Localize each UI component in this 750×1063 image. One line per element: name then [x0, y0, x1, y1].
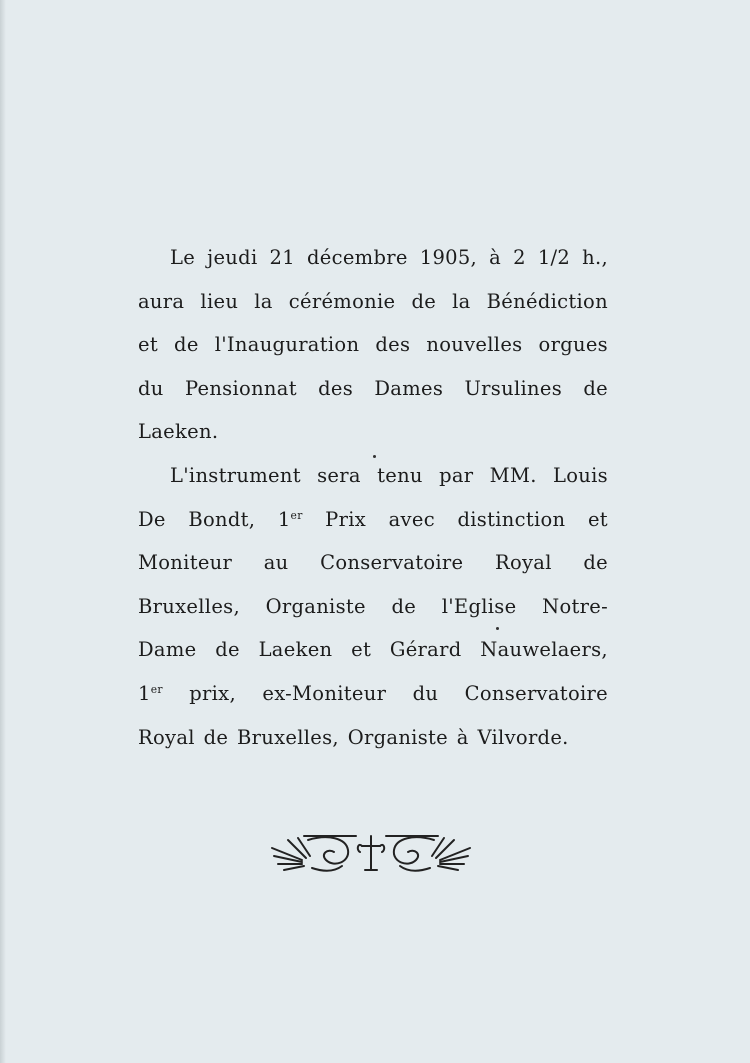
word: L'instrument	[170, 463, 301, 487]
word: Bénédiction	[486, 289, 608, 313]
word: Pensionnat	[184, 376, 297, 400]
word: du	[138, 376, 164, 400]
word: Royal	[494, 551, 552, 575]
word: Organiste	[347, 725, 448, 749]
word: Prix	[325, 507, 367, 531]
word: Vilvorde.	[477, 725, 569, 749]
text-line	[138, 498, 608, 542]
word: et	[351, 638, 372, 662]
word: décembre	[306, 246, 408, 269]
word: 2	[513, 246, 526, 269]
word: orgues	[538, 333, 608, 357]
word: de	[391, 594, 417, 618]
text-line	[138, 716, 608, 760]
text-line	[138, 367, 608, 411]
word: et	[138, 333, 158, 357]
word: Bondt,	[188, 507, 256, 531]
word: prix,	[189, 681, 236, 705]
word: sera	[317, 463, 361, 487]
word: 21	[269, 246, 295, 269]
word: De	[138, 507, 166, 531]
text-line	[138, 454, 608, 498]
ink-speck	[496, 627, 499, 630]
word: jeudi	[207, 246, 258, 269]
word: l'Eglise	[441, 594, 517, 618]
word: distinction	[457, 507, 566, 531]
word: 1er	[277, 507, 303, 531]
word: h.,	[582, 246, 608, 269]
word: 1er	[138, 681, 163, 705]
word: de	[411, 289, 437, 313]
text-line	[138, 280, 608, 324]
word: la	[254, 289, 273, 313]
text-line	[138, 672, 608, 716]
word: Dame	[138, 638, 197, 662]
word: Le	[170, 246, 196, 269]
word: au	[263, 551, 289, 575]
word: cérémonie	[288, 289, 396, 313]
ink-speck	[373, 455, 376, 458]
word: aura	[138, 289, 185, 313]
word: à	[489, 246, 502, 269]
word: de	[174, 333, 199, 357]
word: 1905,	[419, 246, 478, 269]
decorative-fleuron-icon	[268, 830, 474, 876]
word: Organiste	[265, 594, 366, 618]
word: ex-Moniteur	[262, 681, 387, 705]
word: Louis	[552, 463, 608, 487]
text-line	[138, 236, 608, 280]
word: Laeken	[258, 638, 333, 662]
word: de	[215, 638, 240, 662]
word: Moniteur	[138, 551, 233, 575]
invitation-text	[138, 236, 608, 759]
word: de	[203, 725, 229, 749]
word: Nauwelaers,	[480, 638, 608, 662]
word: avec	[388, 507, 435, 531]
text-line	[138, 323, 608, 367]
word: de	[583, 376, 608, 400]
word: l'Inauguration	[214, 333, 360, 357]
text-line	[138, 410, 608, 454]
word: Gérard	[389, 638, 462, 662]
word: Laeken.	[138, 420, 219, 444]
word: des	[318, 376, 354, 400]
word: Bruxelles,	[236, 725, 339, 749]
text-line	[138, 628, 608, 672]
word: du	[412, 681, 439, 705]
word: Conservatoire	[320, 551, 464, 575]
word: par	[439, 463, 474, 487]
word: 1/2	[537, 246, 571, 269]
word: Ursulines	[464, 376, 563, 400]
word: de	[583, 551, 608, 575]
word: Conservatoire	[464, 681, 608, 705]
word: Notre-	[542, 594, 608, 618]
word: lieu	[200, 289, 239, 313]
word: MM.	[489, 463, 537, 487]
word: Bruxelles,	[138, 594, 240, 618]
word: nouvelles	[426, 333, 523, 357]
paragraph-ceremony	[138, 236, 608, 454]
word: tenu	[377, 463, 423, 487]
paragraph-organists	[138, 454, 608, 759]
text-line	[138, 585, 608, 629]
word: et	[587, 507, 608, 531]
word: Royal	[138, 725, 195, 749]
word: Dames	[374, 376, 444, 400]
word: à	[456, 725, 469, 749]
word: des	[375, 333, 411, 357]
text-line	[138, 541, 608, 585]
word: la	[452, 289, 471, 313]
